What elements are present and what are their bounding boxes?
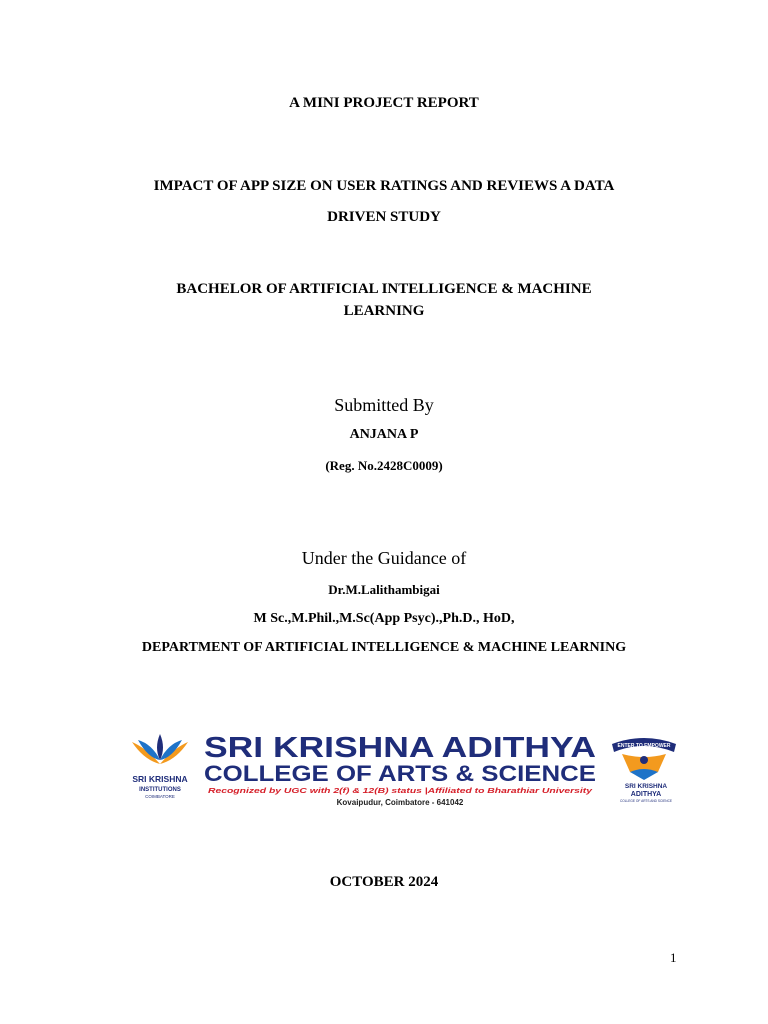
guide-name: Dr.M.Lalithambigai	[328, 582, 440, 597]
right-logo-text-2: ADITHYA	[630, 791, 662, 798]
college-logo-banner	[124, 730, 684, 810]
left-logo-text-3: COIMBATORE	[145, 794, 175, 799]
college-name-line-1: SRI KRISHNA ADITHYA	[204, 732, 597, 764]
registration-number: (Reg. No.2428C0009)	[325, 458, 443, 473]
college-recognition: Recognized by UGC with 2(f) & 12(B) status |Affiliated to Bharathiar University	[208, 786, 594, 795]
report-date: OCTOBER 2024	[329, 874, 439, 890]
report-title-line-1: IMPACT OF APP SIZE ON USER RATINGS AND REVIEWS A DATA	[153, 178, 615, 194]
college-name-line-2: COLLEGE OF ARTS & SCIENCE	[204, 761, 596, 786]
right-logo-text-3: COLLEGE OF ARTS AND SCIENCE	[619, 799, 673, 803]
report-label: A MINI PROJECT REPORT	[289, 95, 479, 111]
degree-line-1: BACHELOR OF ARTIFICIAL INTELLIGENCE & MACHINE	[176, 281, 592, 297]
left-logo-text-2: INSTITUTIONS	[139, 787, 181, 793]
report-title-line-2: DRIVEN STUDY	[327, 209, 441, 225]
sri-krishna-adithya-emblem	[612, 738, 676, 803]
right-logo-ribbon: ENTER TO EMPOWER	[617, 743, 671, 749]
submitted-by-label: Submitted By	[334, 395, 434, 415]
guide-qualifications: M Sc.,M.Phil.,M.Sc(App Psyc).,Ph.D., HoD,	[253, 611, 515, 626]
guidance-label: Under the Guidance of	[301, 548, 467, 568]
student-name: ANJANA P	[349, 427, 419, 442]
degree-line-2: LEARNING	[343, 303, 425, 319]
department-name: DEPARTMENT OF ARTIFICIAL INTELLIGENCE & MACHINE LEARNING	[141, 640, 627, 655]
left-logo-text-1: SRI KRISHNA	[132, 774, 188, 784]
college-address: Kovaipudur, Coimbatore - 641042	[336, 798, 464, 807]
right-logo-text-1: SRI KRISHNA	[624, 783, 668, 790]
page-number: 1	[670, 950, 677, 965]
sri-krishna-institutions-emblem	[132, 734, 188, 799]
